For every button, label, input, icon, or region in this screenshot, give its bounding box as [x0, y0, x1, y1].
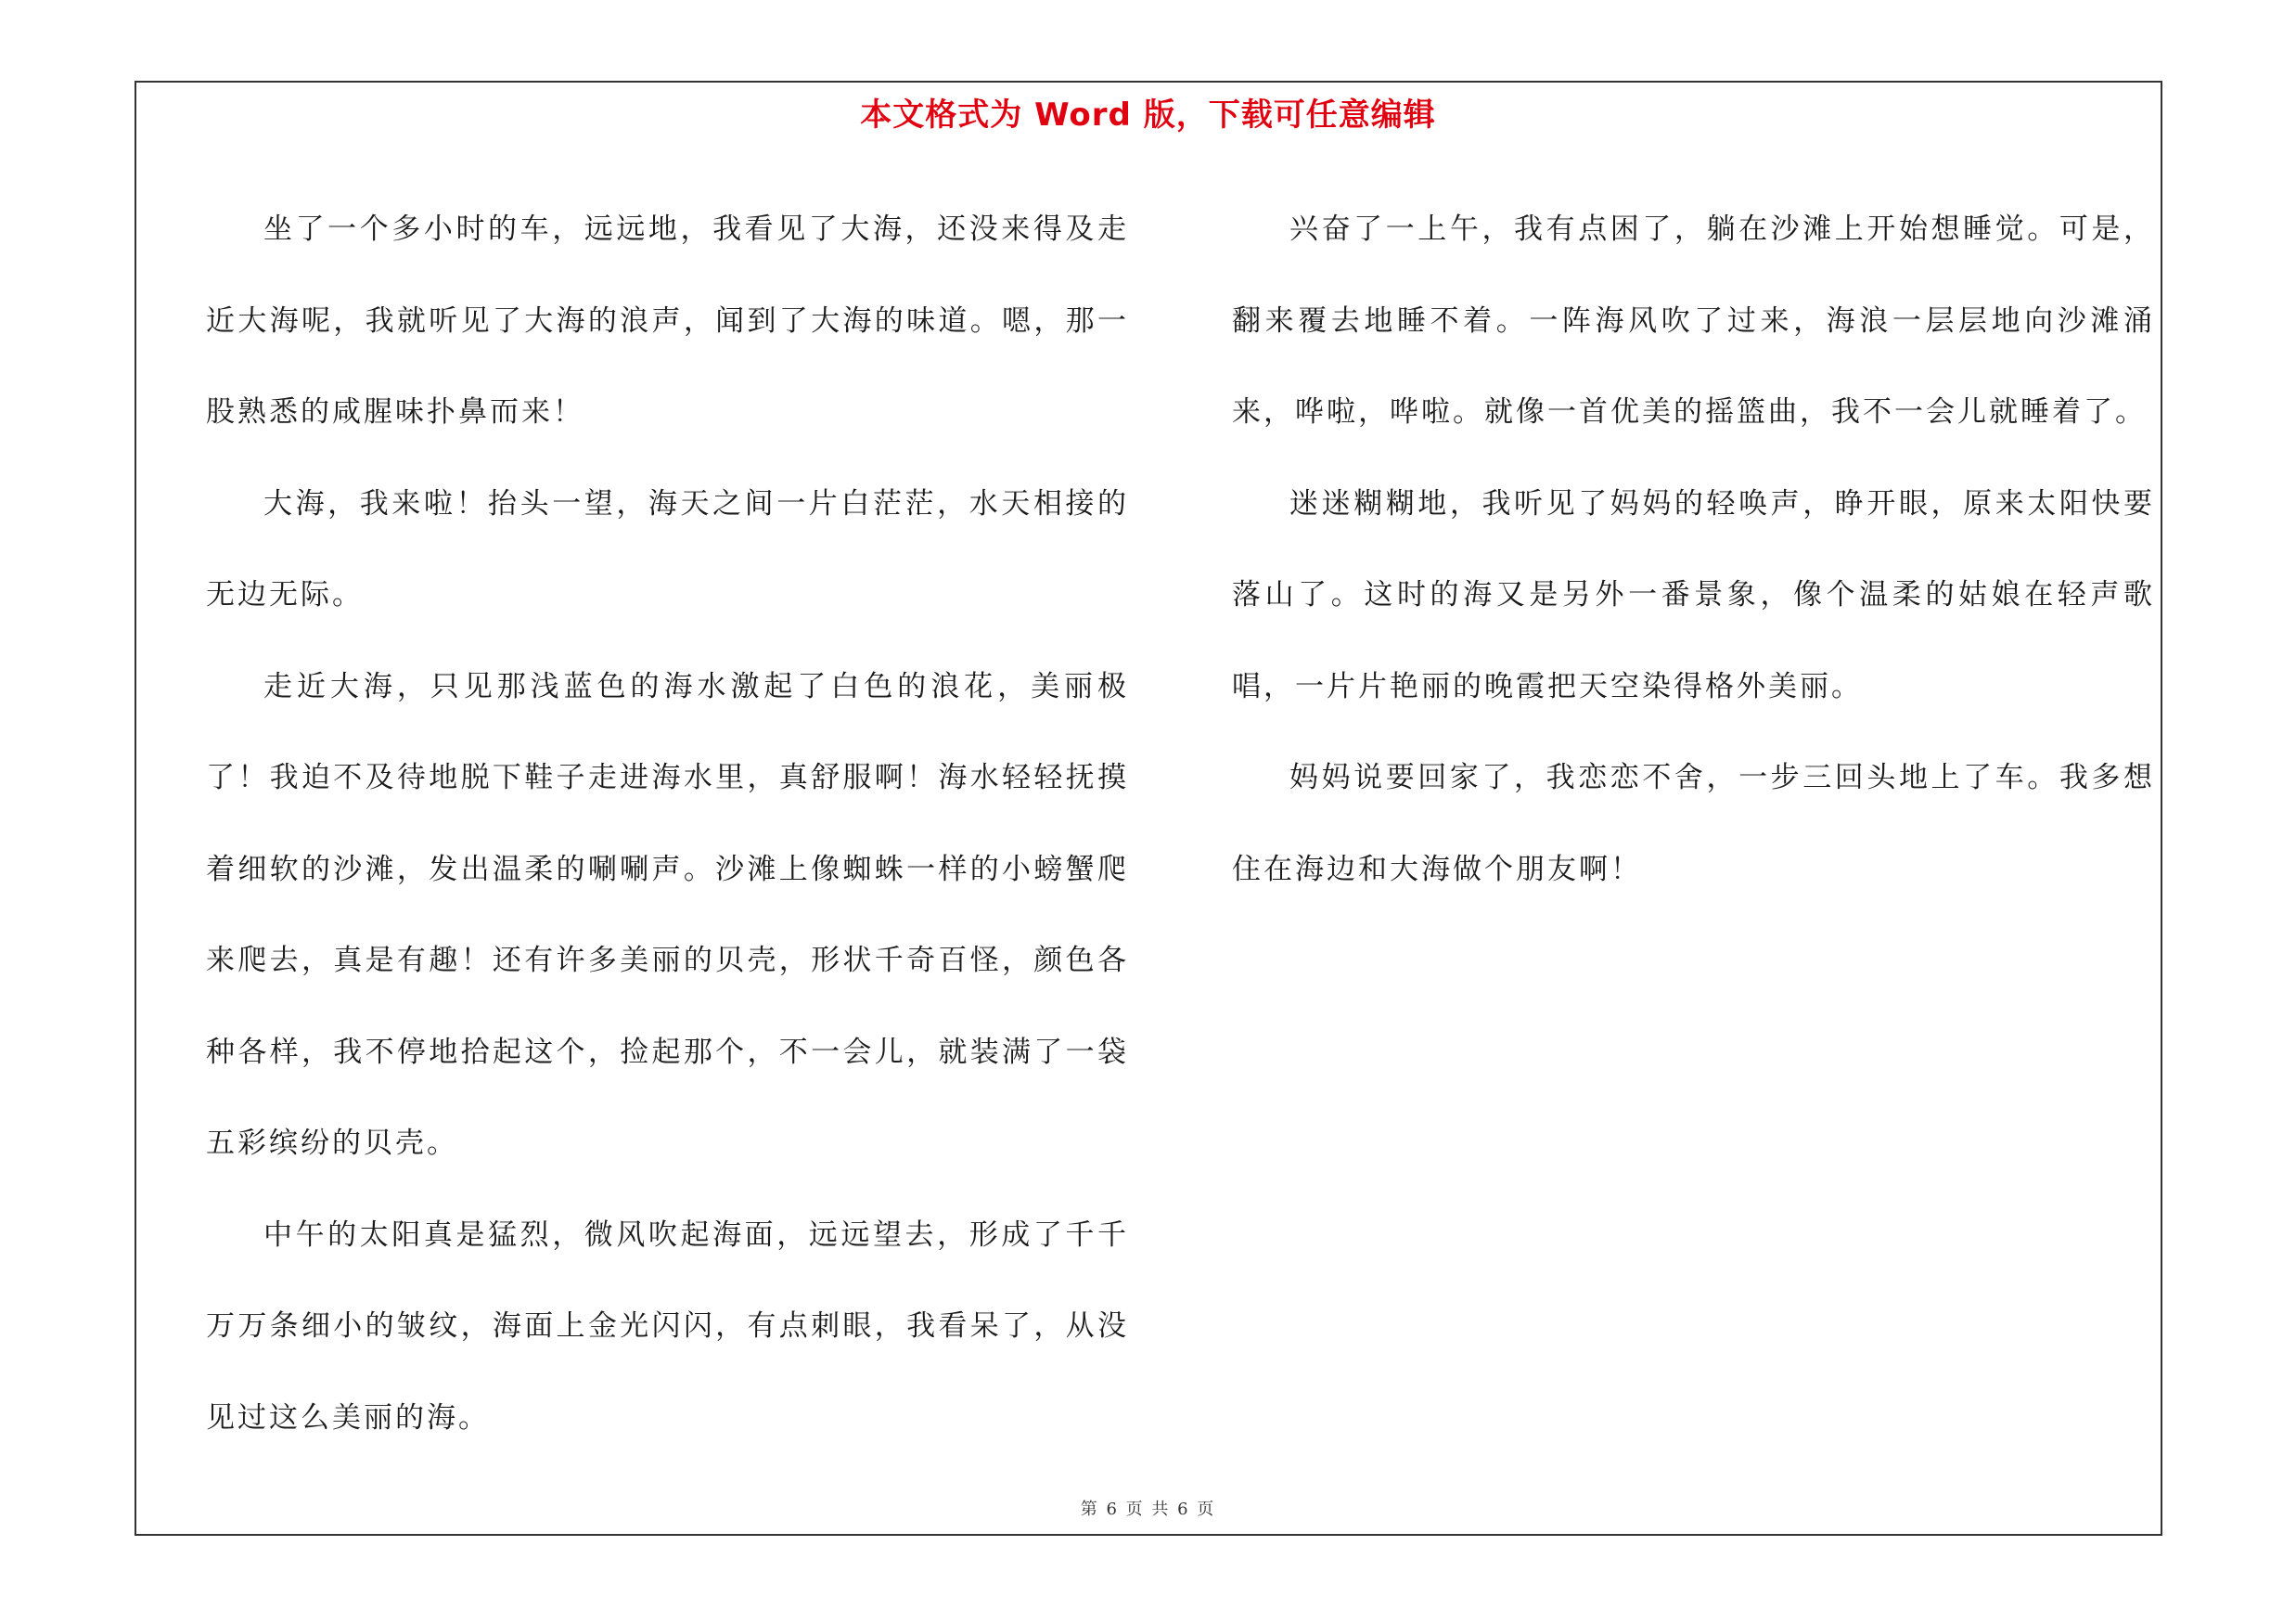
paragraph: 中午的太阳真是猛烈，微风吹起海面，远远望去，形成了千千万万条细小的皱纹，海面上金光闪闪，有点刺眼，我看呆了，从没见过这么美丽的海。 — [206, 1217, 1129, 1435]
paragraph: 走近大海，只见那浅蓝色的海水激起了白色的浪花，美丽极了！我迫不及待地脱下鞋子走进海水里，真舒服啊！海水轻轻抚摸着细软的沙滩，发出温柔的唰唰声。沙滩上像蜘蛛一样的小螃蟹爬来爬去，真是有趣！还有许多美丽的贝壳，形状千奇百怪，颜色各种各样，我不停地拾起这个，捡起那个，不一会儿，就装满了一袋五彩缤纷的贝壳。 — [206, 669, 1129, 1160]
paragraph: 大海，我来啦！抬头一望，海天之间一片白茫茫，水天相接的无边无际。 — [206, 486, 1129, 612]
left-column — [206, 184, 1129, 1463]
right-column — [1232, 184, 2155, 915]
header-banner: 本文格式为 Word 版，下载可任意编辑 — [860, 97, 1436, 134]
paragraph: 妈妈说要回家了，我恋恋不舍，一步三回头地上了车。我多想住在海边和大海做个朋友啊！ — [1232, 761, 2155, 886]
paragraph: 迷迷糊糊地，我听见了妈妈的轻唤声，睁开眼，原来太阳快要落山了。这时的海又是另外一番景象，像个温柔的姑娘在轻声歌唱，一片片艳丽的晚霞把天空染得格外美丽。 — [1232, 486, 2155, 703]
page-number: 第 6 页 共 6 页 — [1080, 1500, 1216, 1519]
paragraph: 兴奋了一上午，我有点困了，躺在沙滩上开始想睡觉。可是，翻来覆去地睡不着。一阵海风吹了过来，海浪一层层地向沙滩涌来，哗啦，哗啦。就像一首优美的摇篮曲，我不一会儿就睡着了。 — [1232, 213, 2155, 429]
paragraph: 坐了一个多小时的车，远远地，我看见了大海，还没来得及走近大海呢，我就听见了大海的浪声，闻到了大海的味道。嗯，那一股熟悉的咸腥味扑鼻而来！ — [206, 213, 1129, 429]
